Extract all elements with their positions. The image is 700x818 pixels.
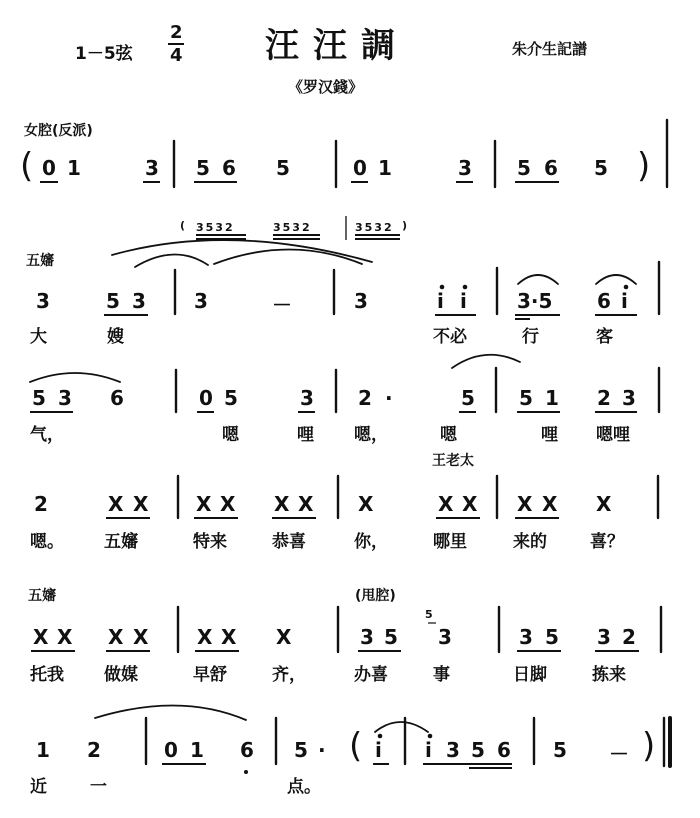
lyric: 日脚 <box>513 665 547 685</box>
lyric: 一 <box>90 777 107 797</box>
spoken-beat: X <box>133 625 149 649</box>
note: 5 <box>276 156 290 180</box>
note-high: i <box>375 738 382 762</box>
role-label-wushen: 五嬸 <box>26 253 54 269</box>
note: 3 <box>58 386 72 410</box>
note-high: i <box>425 738 432 762</box>
note: 3 <box>622 386 636 410</box>
paren-close: ) <box>642 726 656 766</box>
note: 1 <box>190 738 204 762</box>
note: 5 <box>517 156 531 180</box>
lyric: 嗯 <box>440 425 457 445</box>
lyric: 不必 <box>433 327 467 347</box>
note: 1 <box>545 386 559 410</box>
note: 2 <box>87 738 101 762</box>
note: 6 <box>597 289 611 313</box>
lyric: 你， <box>354 532 388 552</box>
lyric: 嗯哩 <box>596 425 630 445</box>
note: 3 <box>458 156 472 180</box>
spoken-beat: X <box>220 492 236 516</box>
note: 5 <box>519 386 533 410</box>
spoken-beat: X <box>57 625 73 649</box>
note: 5 <box>553 738 567 762</box>
octave-dots <box>244 285 628 774</box>
grace-figure: 3532 <box>196 221 235 234</box>
dash: － <box>272 293 292 317</box>
note: 3 <box>519 625 533 649</box>
lyric: 托我 <box>30 665 64 685</box>
grace-note: 5 <box>425 608 433 621</box>
note: 2 <box>597 386 611 410</box>
note: 3 <box>36 289 50 313</box>
paren-open: ( <box>20 146 34 186</box>
note: 6 <box>544 156 558 180</box>
lyric: 气， <box>30 425 64 445</box>
lyric: 嗯。 <box>30 532 64 552</box>
barlines <box>146 120 670 766</box>
paren-close: ) <box>402 219 408 232</box>
spoken-beat: X <box>197 625 213 649</box>
note-high: i <box>460 289 467 313</box>
spoken-beat: X <box>542 492 558 516</box>
note-high: i <box>437 289 444 313</box>
spoken-beat: X <box>133 492 149 516</box>
time-signature-bottom: 4 <box>170 45 183 66</box>
note: 6 <box>222 156 236 180</box>
paren-open: ( <box>349 726 363 766</box>
lyric: 五嬸 <box>104 532 138 552</box>
note: 0 <box>42 156 56 180</box>
note-dotted: 3·5 <box>517 289 553 313</box>
note: 3 <box>300 386 314 410</box>
spoken-beat: X <box>517 492 533 516</box>
lyric: 齐， <box>272 665 306 685</box>
spoken-beat: X <box>276 625 292 649</box>
note: 5 <box>106 289 120 313</box>
role-label-shuaiqiang: (甩腔) <box>355 588 396 604</box>
note: 5 <box>196 156 210 180</box>
note: 1 <box>36 738 50 762</box>
note: 6 <box>240 738 254 762</box>
dash: － <box>609 742 629 766</box>
note: 3 <box>446 738 460 762</box>
spoken-beat: X <box>274 492 290 516</box>
lyric: 行 <box>522 327 539 347</box>
role-label-wanglaotai: 王老太 <box>432 453 474 469</box>
note: 6 <box>497 738 511 762</box>
note: 3 <box>438 625 452 649</box>
transcriber-credit: 朱介生記譜 <box>512 40 588 58</box>
note: 5 <box>461 386 475 410</box>
spoken-beat: X <box>462 492 478 516</box>
note: 5 <box>224 386 238 410</box>
lyric: 喜？ <box>590 532 624 552</box>
note: 0 <box>164 738 178 762</box>
spoken-beat: X <box>108 625 124 649</box>
note: 3 <box>132 289 146 313</box>
note: 3 <box>145 156 159 180</box>
lyric: 办喜 <box>354 665 388 685</box>
note: 3 <box>597 625 611 649</box>
lyric: 嗯， <box>354 425 388 445</box>
note: 2 <box>34 492 48 516</box>
lyric: 点。 <box>287 777 321 797</box>
note: 5 <box>594 156 608 180</box>
note: 5 <box>384 625 398 649</box>
lyric: 嫂 <box>107 327 124 347</box>
spoken-beat: X <box>438 492 454 516</box>
lyric: 近 <box>30 777 47 797</box>
lyric: 哪里 <box>433 532 467 552</box>
note: 3 <box>194 289 208 313</box>
note-high: i <box>621 289 628 313</box>
dot: · <box>385 386 393 410</box>
spoken-beat: X <box>108 492 124 516</box>
lyric: 哩 <box>541 425 558 445</box>
dot: · <box>318 738 326 762</box>
paren-close: ) <box>637 146 651 186</box>
note: 1 <box>378 156 392 180</box>
role-label-wushen-2: 五嬸 <box>28 588 56 604</box>
score-title: 汪汪調 <box>265 26 409 66</box>
grace-figure: 3532 <box>355 221 394 234</box>
note: 5 <box>471 738 485 762</box>
note: 5 <box>32 386 46 410</box>
note: 2 <box>622 625 636 649</box>
lyric: 来的 <box>513 532 547 552</box>
spoken-beat: X <box>221 625 237 649</box>
tuning-label: 1－5弦 <box>75 44 133 64</box>
spoken-beat: X <box>33 625 49 649</box>
lyric: 哩 <box>297 425 314 445</box>
spoken-beat: X <box>196 492 212 516</box>
paren-open: ( <box>180 219 186 232</box>
note: 1 <box>67 156 81 180</box>
note: 0 <box>199 386 213 410</box>
lyric: 特来 <box>193 532 227 552</box>
note: 0 <box>353 156 367 180</box>
lyric: 大 <box>30 327 47 347</box>
note: 3 <box>354 289 368 313</box>
lyric: 做媒 <box>104 665 138 685</box>
spoken-beat: X <box>358 492 374 516</box>
note: 3 <box>360 625 374 649</box>
role-label-female-voice: 女腔(反派) <box>24 123 93 139</box>
lyric: 拣来 <box>592 665 626 685</box>
spoken-beat: X <box>596 492 612 516</box>
grace-figure: 3532 <box>273 221 312 234</box>
time-signature-top: 2 <box>170 22 183 43</box>
spoken-beat: X <box>298 492 314 516</box>
note: 5 <box>545 625 559 649</box>
lyric: 早舒 <box>193 665 227 685</box>
lyric: 嗯 <box>222 425 239 445</box>
lyric: 客 <box>596 327 613 347</box>
note: 6 <box>110 386 124 410</box>
note: 2 <box>358 386 372 410</box>
lyric: 事 <box>433 665 450 685</box>
note: 5 <box>294 738 308 762</box>
lyric: 恭喜 <box>272 532 306 552</box>
score-subtitle: 《罗汉錢》 <box>288 78 364 96</box>
